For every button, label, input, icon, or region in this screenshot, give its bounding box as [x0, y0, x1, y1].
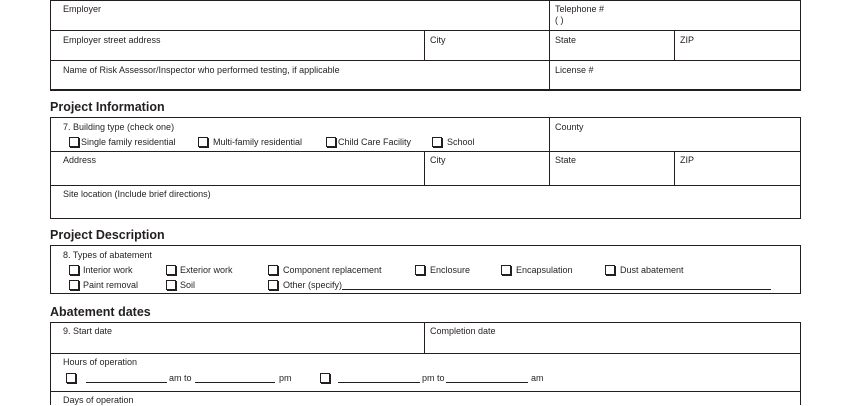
- employer-state-field[interactable]: [555, 47, 669, 59]
- night-start-field[interactable]: [340, 371, 418, 382]
- checkbox-component-replacement[interactable]: [268, 265, 278, 275]
- county-field[interactable]: [555, 136, 795, 148]
- employer-city-field[interactable]: [430, 47, 544, 59]
- enclosure-label: Enclosure: [430, 265, 471, 275]
- employer-label: Employer: [63, 4, 102, 14]
- dust-abatement-label: Dust abatement: [620, 265, 684, 275]
- dates-divider-completion: [424, 322, 425, 354]
- employer-row-line-1: [50, 30, 801, 31]
- checkbox-enclosure[interactable]: [415, 265, 425, 275]
- pm-label: pm: [279, 373, 292, 383]
- school-label: School: [447, 137, 475, 147]
- checkbox-soil[interactable]: [166, 280, 176, 290]
- project-zip-field[interactable]: [680, 170, 794, 182]
- am-to-label: am to: [169, 373, 192, 383]
- site-location-label: Site location (Include brief directions): [63, 189, 211, 199]
- project-state-field[interactable]: [555, 170, 669, 182]
- checkbox-paint-removal[interactable]: [69, 280, 79, 290]
- single-family-label: Single family residential: [81, 137, 176, 147]
- project-info-divider-zip: [674, 151, 675, 186]
- license-field[interactable]: [555, 76, 795, 88]
- dates-right-border: [800, 322, 801, 405]
- checkbox-dust-abatement[interactable]: [605, 265, 615, 275]
- day-end-field[interactable]: [197, 371, 273, 382]
- employer-zip-field[interactable]: [680, 47, 794, 59]
- project-description-heading: Project Description: [50, 228, 165, 242]
- component-replacement-label: Component replacement: [283, 265, 382, 275]
- project-city-label: City: [430, 155, 446, 165]
- checkbox-day-shift[interactable]: [66, 373, 76, 383]
- employer-right-border: [800, 0, 801, 91]
- employer-zip-label: ZIP: [680, 35, 695, 45]
- county-label: County: [555, 122, 584, 132]
- site-location-field[interactable]: [63, 203, 793, 215]
- checkbox-single-family[interactable]: [69, 137, 79, 147]
- telephone-label: Telephone #: [555, 4, 605, 14]
- pm-to-label: pm to: [422, 373, 445, 383]
- telephone-field[interactable]: [612, 16, 792, 28]
- address-label: Address: [63, 155, 97, 165]
- completion-date-field[interactable]: [430, 339, 795, 351]
- employer-bottom-border: [50, 89, 801, 91]
- employer-state-label: State: [555, 35, 577, 45]
- start-date-label: 9. Start date: [63, 326, 113, 336]
- day-end-line: [195, 382, 275, 383]
- employer-street-field[interactable]: [63, 47, 418, 59]
- night-end-field[interactable]: [448, 371, 526, 382]
- checkbox-multi-family[interactable]: [198, 137, 208, 147]
- employer-row-line-2: [50, 60, 801, 61]
- license-label: License #: [555, 65, 594, 75]
- dates-line-1: [50, 353, 801, 354]
- checkbox-interior-work[interactable]: [69, 265, 79, 275]
- project-state-label: State: [555, 155, 577, 165]
- checkbox-school[interactable]: [432, 137, 442, 147]
- dates-left-border: [50, 322, 51, 405]
- address-field[interactable]: [63, 170, 418, 182]
- telephone-area-code: ( ): [555, 15, 564, 25]
- night-start-line: [338, 382, 420, 383]
- project-zip-label: ZIP: [680, 155, 695, 165]
- checkbox-child-care[interactable]: [326, 137, 336, 147]
- employer-divider-telephone: [549, 0, 550, 91]
- project-info-divider-county: [549, 117, 550, 186]
- child-care-label: Child Care Facility: [338, 137, 412, 147]
- top-border: [50, 0, 801, 1]
- am-label: am: [531, 373, 544, 383]
- employer-city-label: City: [430, 35, 446, 45]
- encapsulation-label: Encapsulation: [516, 265, 573, 275]
- days-of-operation-label: Days of operation: [63, 395, 134, 405]
- abatement-dates-heading: Abatement dates: [50, 305, 151, 319]
- assessor-label: Name of Risk Assessor/Inspector who performed testing, if applicable: [63, 65, 340, 75]
- exterior-work-label: Exterior work: [180, 265, 233, 275]
- day-start-line: [86, 382, 167, 383]
- building-type-label: 7. Building type (check one): [63, 122, 175, 132]
- other-specify-line: [342, 289, 771, 290]
- employer-street-label: Employer street address: [63, 35, 161, 45]
- dates-top-border: [50, 322, 801, 323]
- start-date-field[interactable]: [63, 339, 418, 351]
- project-info-divider-city: [424, 151, 425, 186]
- other-specify-label: Other (specify): [283, 280, 343, 290]
- project-info-line-1: [50, 151, 801, 152]
- employer-left-border: [50, 0, 51, 91]
- types-of-abatement-label: 8. Types of abatement: [63, 250, 152, 260]
- paint-removal-label: Paint removal: [83, 280, 139, 290]
- employer-divider-zip: [674, 30, 675, 61]
- project-info-line-2: [50, 185, 801, 186]
- employer-field[interactable]: [63, 16, 543, 28]
- checkbox-other[interactable]: [268, 280, 278, 290]
- day-start-field[interactable]: [88, 371, 165, 382]
- project-information-heading: Project Information: [50, 100, 165, 114]
- checkbox-night-shift[interactable]: [320, 373, 330, 383]
- checkbox-encapsulation[interactable]: [501, 265, 511, 275]
- dates-line-2: [50, 391, 801, 392]
- checkbox-exterior-work[interactable]: [166, 265, 176, 275]
- hours-of-operation-label: Hours of operation: [63, 357, 138, 367]
- project-city-field[interactable]: [430, 170, 544, 182]
- multi-family-label: Multi-family residential: [213, 137, 303, 147]
- interior-work-label: Interior work: [83, 265, 133, 275]
- other-specify-field[interactable]: [344, 277, 769, 288]
- assessor-field[interactable]: [63, 76, 543, 88]
- employer-divider-city: [424, 30, 425, 61]
- completion-date-label: Completion date: [430, 326, 496, 336]
- soil-label: Soil: [180, 280, 196, 290]
- night-end-line: [446, 382, 528, 383]
